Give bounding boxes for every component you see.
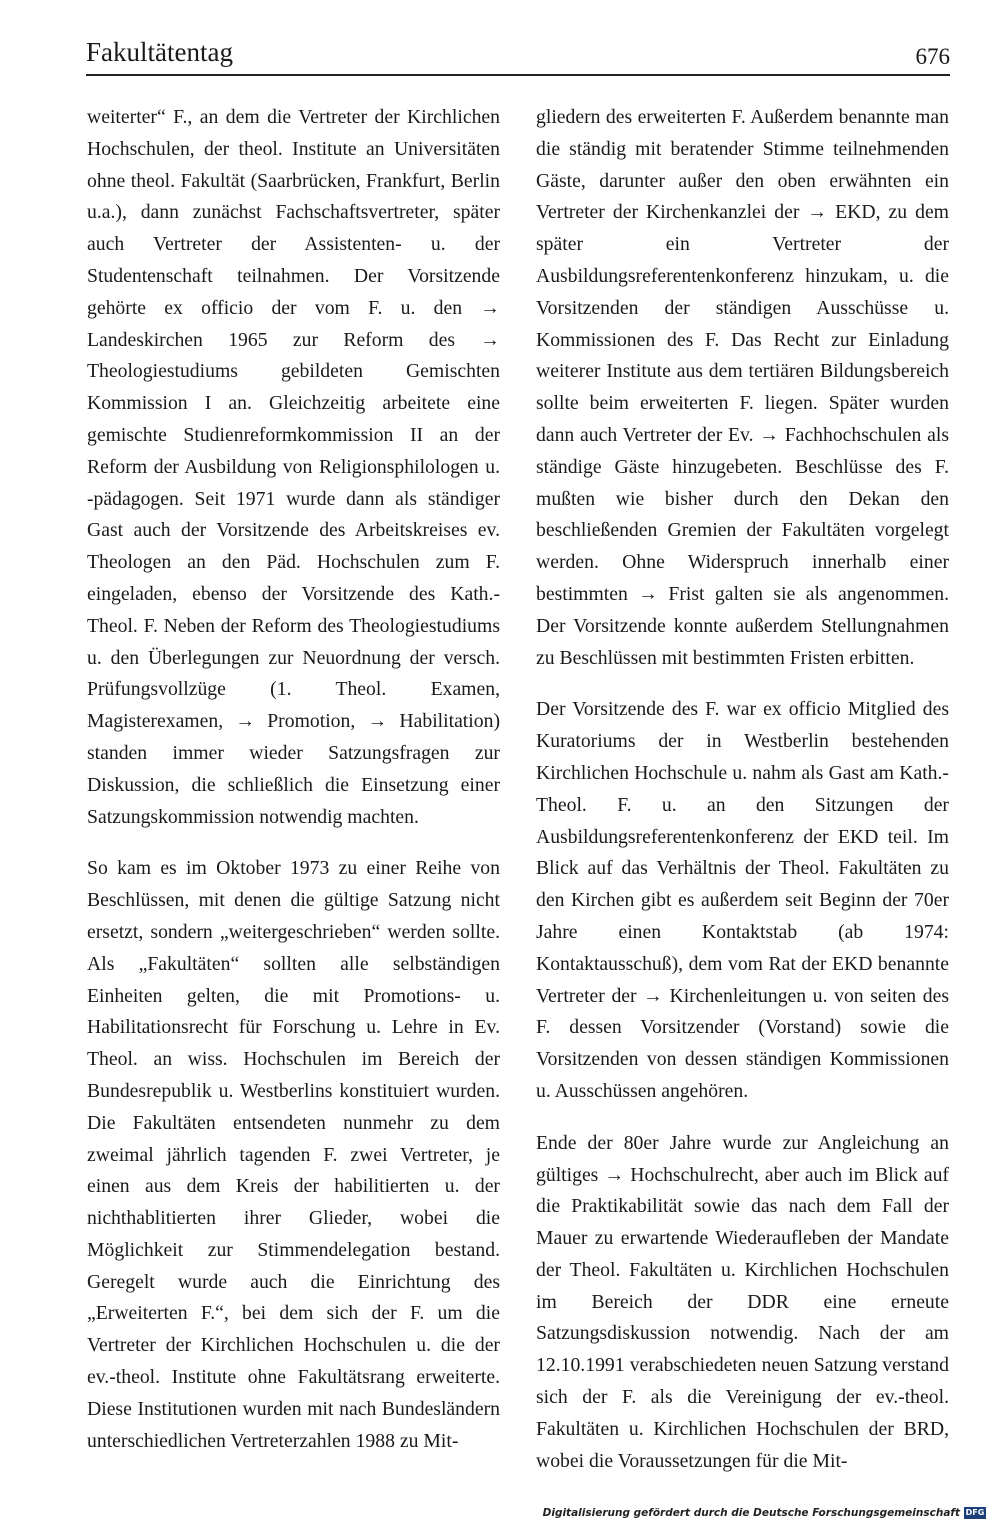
left-paragraph-1: weiterter“ F., an dem die Vertreter der Kirchlichen Hochschulen, der theol. Institute an Universitäten ohne theol. Fakultät (Saarbrücken, Frankfurt, Berlin u.a.), dann zunächst Fachschaftsvertreter, später auch Vertreter der Assistenten- u. der Studentenschaft teilnahmen. Der Vorsitzende gehörte ex officio der vom F. u. den → Landeskirchen 1965 zur Reform des → Theologiestudiums gebildeten Gemischten Kommission I an. Gleichzeitig arbeitete eine gemischte Studienreformkommission II an der Reform der Ausbildung von Religionsphilologen u. -pädagogen. Seit 1971 wurde dann als ständiger Gast auch der Vorsitzende des Arbeitskreises ev. Theologen an den Päd. Hochschulen zum F. eingeladen, ebenso der Vorsitzende des Kath.-Theol. F. Neben der Reform des Theologiestudiums u. den Überlegungen zur Neuordnung der versch. Prüfungsvollzüge (1. Theol. Examen, Magisterexamen, → Promotion, → Habilitation) standen immer wieder Satzungsfragen zur Diskussion, die schließlich die Einsetzung einer Satzungskommission notwendig machten. (87, 106, 500, 828)
dfg-logo-icon: DFG (965, 1508, 985, 1517)
page-number: 676 (915, 44, 950, 69)
page-header (86, 34, 950, 76)
header-rule (86, 74, 950, 76)
right-paragraph-1: gliedern des erweiterten F. Außerdem benannte man die ständig mit beratender Stimme teilnehmenden Gäste, darunter außer den oben erwähnten ein Vertreter der Kirchenkanzlei der → EKD, zu dem später ein Vertreter der Ausbildungsreferentenkonferenz hinzukam, u. die Vorsitzenden der ständigen Ausschüsse u. Kommissionen des F. Das Recht zur Einladung weiterer Institute aus dem tertiären Bildungsbereich sollte beim erweiterten F. liegen. Später wurden dann auch Vertreter der Ev. → Fachhochschulen als ständige Gäste hinzugebeten. Beschlüsse des F. mußten wie bisher durch den Dekan den beschließenden Gremien der Fakultäten vorgelegt werden. Ohne Widerspruch innerhalb einer bestimmten → Frist galten sie als angenommen. Der Vorsitzende konnte außerdem Stellungnahmen zu Beschlüssen mit bestimmten Fristen erbitten. (536, 106, 949, 669)
digitization-credit-text: Digitalisierung gefördert durch die Deutsche Forschungsgemeinschaft (542, 1507, 960, 1519)
right-column (536, 102, 949, 1477)
running-head-title: Fakultätentag (86, 37, 233, 67)
right-paragraph-3: Ende der 80er Jahre wurde zur Angleichung an gültiges → Hochschulrecht, aber auch im Blick auf die Praktikabilität sowie das nach dem Fall der Mauer zu erwartende Wiederaufleben der Mandate der Theol. Fakultäten u. Kirchlichen Hochschulen im Bereich der DDR eine erneute Satzungsdiskussion notwendig. Nach der am 12.10.1991 verabschiedeten neuen Satzung verstand sich der F. als die Vereinigung der ev.-theol. Fakultäten u. Kirchlichen Hochschulen der BRD, wobei die Voraussetzungen für die Mit- (536, 1131, 949, 1472)
digitization-credit (543, 1506, 986, 1520)
right-paragraph-2: Der Vorsitzende des F. war ex officio Mitglied des Kuratoriums der in Westberlin bestehenden Kirchlichen Hochschule u. nahm als Gast am Kath.-Theol. F. u. an den Sitzungen der Ausbildungsreferentenkonferenz der EKD teil. Im Blick auf das Verhältnis der Theol. Fakultäten zu den Kirchen gibt es außerdem seit Beginn der 70er Jahre einen Kontaktstab (ab 1974: Kontaktausschuß), dem vom Rat der EKD benannte Vertreter der → Kirchenleitungen u. von seiten des F. dessen Vorsitzender (Vorstand) sowie die Vorsitzenden von dessen ständigen Kommissionen u. Ausschüssen angehören. (536, 698, 949, 1102)
left-paragraph-2: So kam es im Oktober 1973 zu einer Reihe von Beschlüssen, mit denen die gültige Satzung nicht ersetzt, sondern „weitergeschrieben“ werden sollte. Als „Fakultäten“ sollten alle selbständigen Einheiten gelten, die mit Promotions- u. Habilitationsrecht für Forschung u. Lehre in Ev. Theol. an wiss. Hochschulen im Bereich der Bundesrepublik u. Westberlins konstituiert wurden. Die Fakultäten entsendeten nunmehr zu dem zweimal jährlich tagenden F. zwei Vertreter, je einen aus dem Kreis der habilitierten u. der nichthablitierten ihrer Glieder, wobei die Möglichkeit zur Stimmendelegation bestand. Geregelt wurde auch die Einrichtung des „Erweiterten F.“, bei dem sich der F. um die Vertreter der Kirchlichen Hochschulen u. die der ev.-theol. Institute ohne Fakultätsrang erweiterte. Diese Institutionen wurden mit nach Bundesländern unterschiedlichen Vertreterzahlen 1988 zu Mit- (87, 857, 500, 1452)
left-column (87, 102, 500, 1457)
